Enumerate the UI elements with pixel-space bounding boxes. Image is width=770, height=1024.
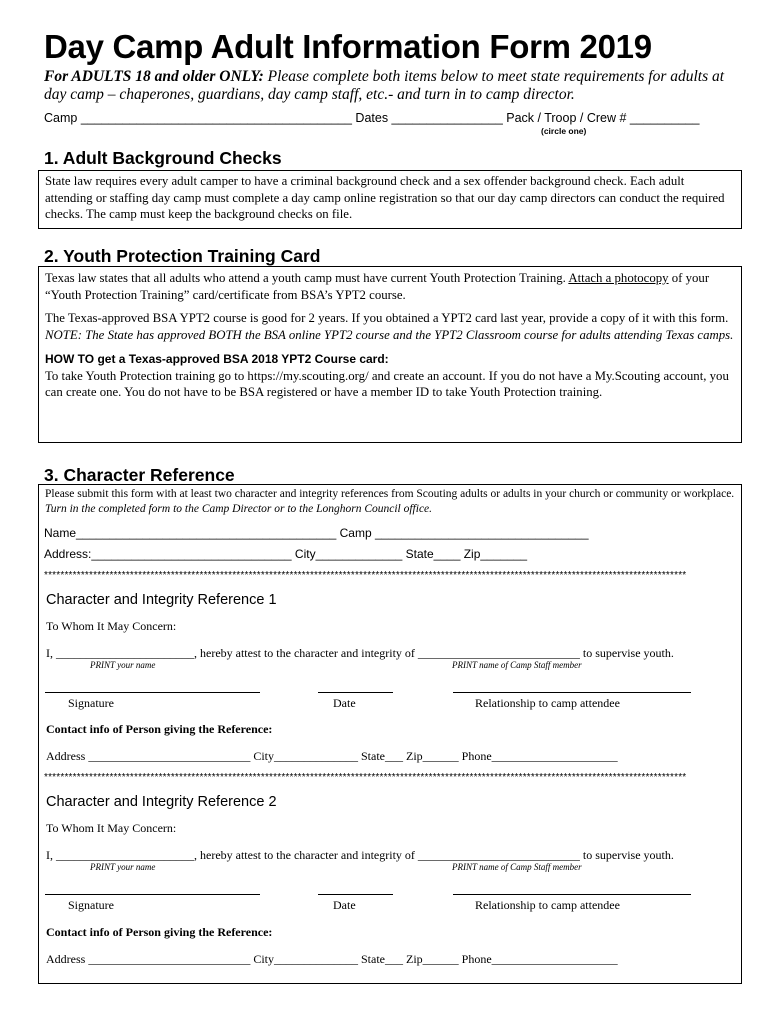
section2-paragraph1 [45,270,735,303]
section2-p1-start: Texas law states that all adults who attend a youth camp must have current Youth Protection Training. [45,271,569,285]
reference2-relationship-label: Relationship to camp attendee [475,898,620,912]
reference1-relationship-line[interactable] [453,692,691,693]
reference2-attest-line[interactable]: I, _______________________, hereby attest to the character and integrity of ___________________________ to supervise youth. [46,848,674,862]
section3-heading: 3. Character Reference [44,465,235,485]
page-title: Day Camp Adult Information Form 2019 [44,28,652,65]
intro-body: Please complete both items below to meet state requirements for adults at day camp – chaperones, guardians, day camp staff, etc.- and turn in to camp director. [44,68,725,103]
section2-p1-end: of your “Youth Protection Training” card/certificate from BSA’s YPT2 course. [45,271,710,302]
reference1-print-your-name: PRINT your name [90,660,156,670]
reference2-signature-label: Signature [68,898,114,912]
section2-note: NOTE: The State has approved BOTH the BSA online YPT2 course and the YPT2 Classroom course for adults attending Texas camps. [45,327,734,342]
section1-heading: 1. Adult Background Checks [44,148,282,168]
separator-stars: ************************************************************************************************************************************************************* [44,570,687,581]
reference2-heading: Character and Integrity Reference 2 [46,794,277,810]
reference1-contact-heading: Contact info of Person giving the Reference: [46,722,273,736]
attach-photocopy-text: Attach a photocopy [568,271,669,285]
reference1-date-line[interactable] [318,692,393,693]
how-to-body: To take Youth Protection training go to https://my.scouting.org/ and create an account. If you do not have a My.Scouting account, you can create one. You do not have to be BSA registered or have a member ID to take Youth Protection training. [45,368,729,399]
reference2-to-whom: To Whom It May Concern: [46,821,177,835]
reference2-signature-line[interactable] [45,894,260,895]
reference2-date-label: Date [333,898,356,912]
address-line[interactable]: Address:______________________________ City_____________ State____ Zip_______ [44,547,528,561]
name-camp-line[interactable]: Name_______________________________________ Camp ________________________________ [44,526,589,540]
reference1-heading: Character and Integrity Reference 1 [46,592,277,608]
how-to-heading: HOW TO get a Texas-approved BSA 2018 YPT2 Course card: [45,352,389,366]
reference1-to-whom: To Whom It May Concern: [46,619,177,633]
reference2-print-staff-name: PRINT name of Camp Staff member [452,862,582,872]
reference2-relationship-line[interactable] [453,894,691,895]
reference1-signature-line[interactable] [45,692,260,693]
intro-bold: For ADULTS 18 and older ONLY: [44,68,264,85]
reference1-contact-line[interactable]: Address ___________________________ City______________ State___ Zip______ Phone_____________________ [46,749,618,763]
section2-heading: 2. Youth Protection Training Card [44,246,321,266]
reference1-print-staff-name: PRINT name of Camp Staff member [452,660,582,670]
intro-text [44,68,734,104]
camp-dates-unit-line[interactable]: Camp _______________________________________ Dates ________________ Pack / Troop / Crew # __________ [44,111,700,125]
section1-body: State law requires every adult camper to have a criminal background check and a sex offender background check. Each adult attending or staffing day camp must complete a day camp online registration so that our day camp directors can conduct the required checks. The camp must keep the background checks on file. [45,174,725,221]
instructions-italic: Turn in the completed form to the Camp Director or to the Longhorn Council office. [45,503,433,515]
reference2-contact-line[interactable]: Address ___________________________ City______________ State___ Zip______ Phone_____________________ [46,952,618,966]
reference2-date-line[interactable] [318,894,393,895]
section1-box [38,170,742,229]
section2-box [38,266,742,443]
instructions-text: Please submit this form with at least two character and integrity references from Scouting adults or adults in your church or community or workplace. [45,488,735,500]
circle-one-note: (circle one) [541,126,587,136]
reference1-date-label: Date [333,696,356,710]
section2-paragraph2: The Texas-approved BSA YPT2 course is good for 2 years. If you obtained a YPT2 card last year, provide a copy of it with this form. [45,311,729,325]
section3-instructions [45,487,735,517]
reference1-relationship-label: Relationship to camp attendee [475,696,620,710]
reference2-contact-heading: Contact info of Person giving the Reference: [46,925,273,939]
separator-stars-2: ************************************************************************************************************************************************************* [44,772,687,783]
reference1-signature-label: Signature [68,696,114,710]
reference1-attest-line[interactable]: I, _______________________, hereby attest to the character and integrity of ___________________________ to supervise youth. [46,646,674,660]
reference2-print-your-name: PRINT your name [90,862,156,872]
